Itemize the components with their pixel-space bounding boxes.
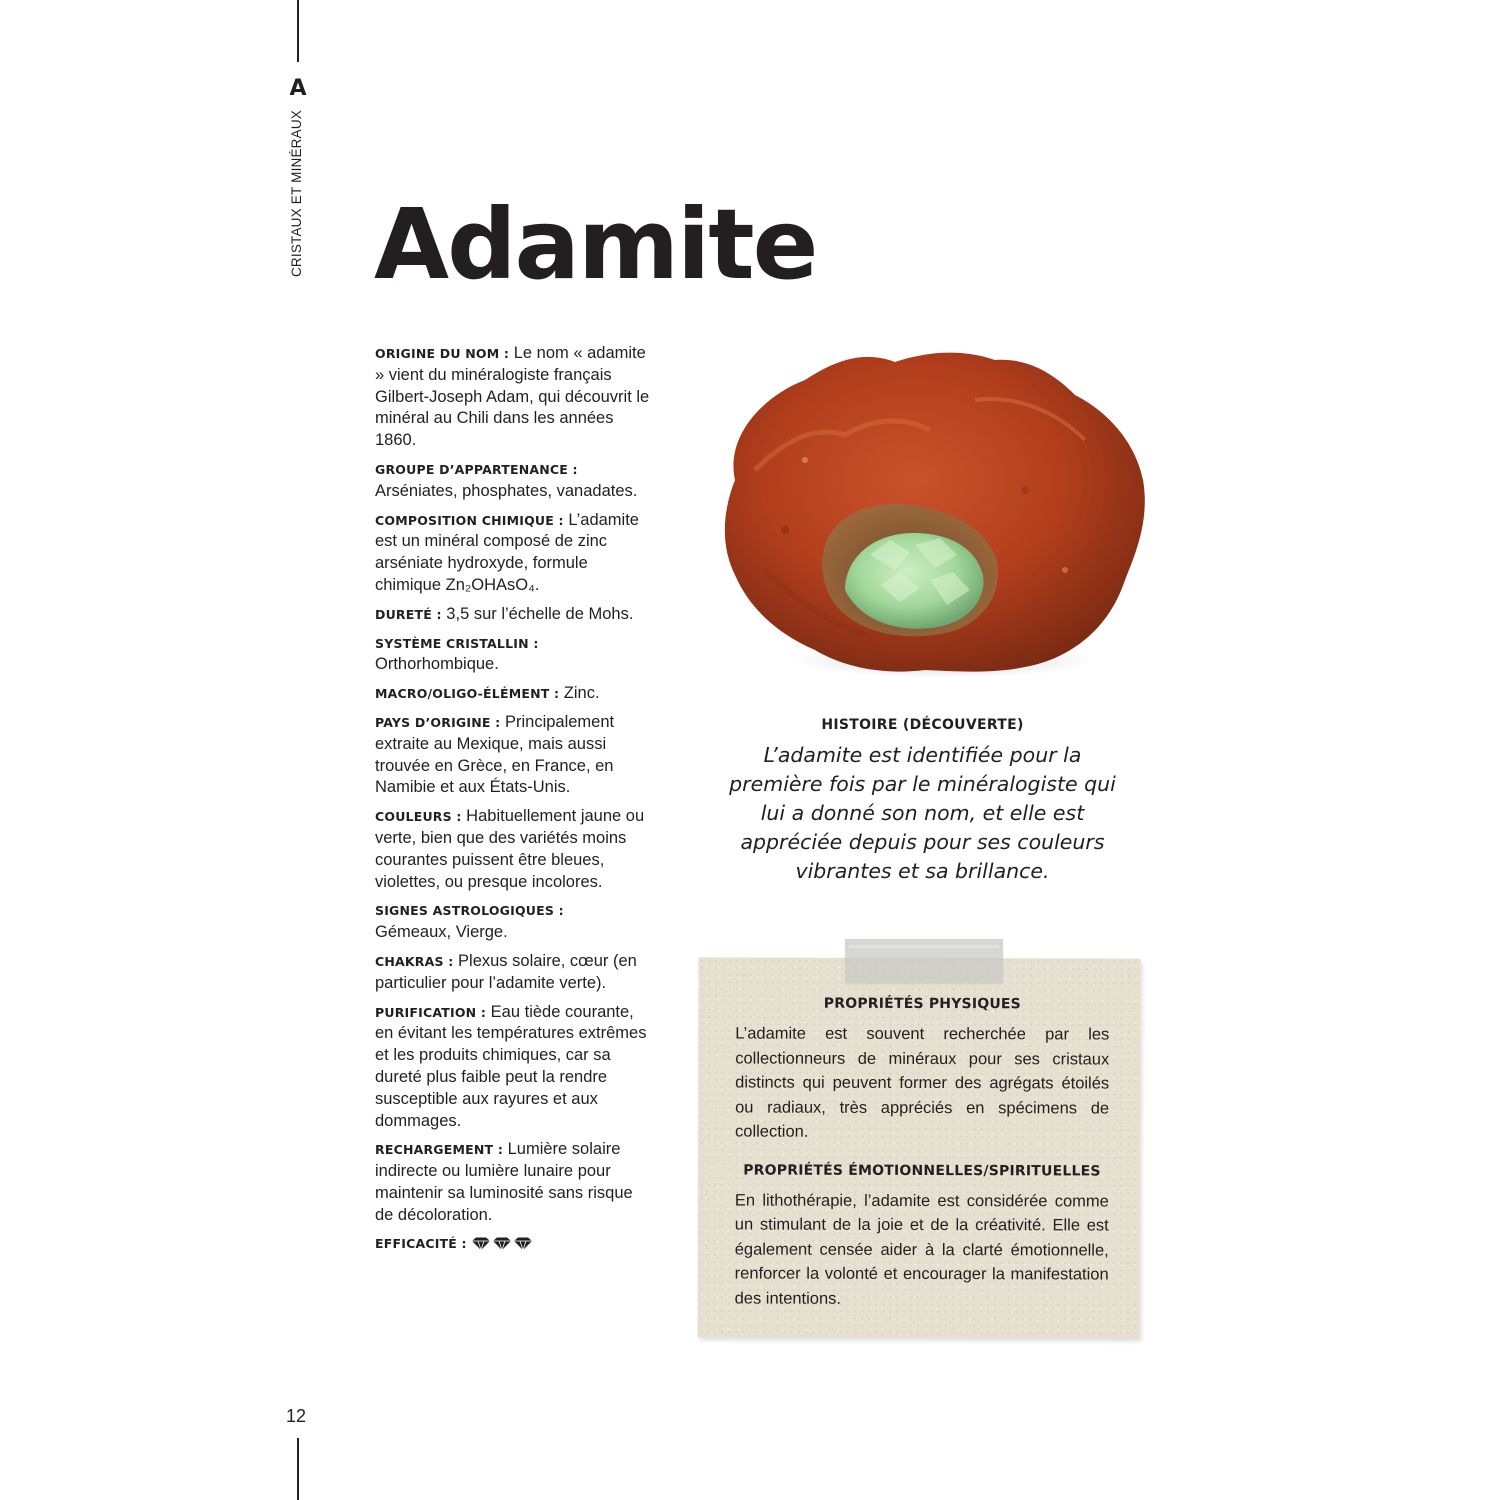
efficacy-diamonds <box>471 1237 533 1251</box>
field-group <box>375 459 655 503</box>
history-title: HISTOIRE (DÉCOUVERTE) <box>821 717 1024 733</box>
field-crystal-system <box>375 633 655 677</box>
field-chakras <box>375 951 655 995</box>
field-label: ORIGINE DU NOM : <box>375 346 510 361</box>
margin-rule-top <box>297 0 299 62</box>
field-label: SIGNES ASTROLOGIQUES : <box>375 903 564 919</box>
tape-strip <box>845 939 1003 983</box>
page-title: Adamite <box>374 188 817 301</box>
field-label: SYSTÈME CRISTALLIN : <box>375 635 539 651</box>
field-efficacy <box>375 1233 655 1255</box>
properties-note <box>698 957 1141 1338</box>
field-colors <box>375 806 655 893</box>
field-text: Eau tiède courante, en évitant les températures extrêmes et les produits chimiques, car sa dureté plus faible peut la rendre susceptible aux rayures et aux dommages. <box>375 1002 647 1130</box>
field-text: Le nom « adamite » vient du minéralogiste français Gilbert-Joseph Adam, qui découvrit le minéral au Chili dans les années 1860. <box>375 344 650 450</box>
field-label: CHAKRAS : <box>375 953 454 969</box>
field-country <box>375 712 655 799</box>
field-astrology <box>375 900 655 944</box>
adamite-specimen-photo <box>695 340 1155 700</box>
field-label: PURIFICATION : <box>375 1004 487 1020</box>
field-text: Zinc. <box>559 684 600 703</box>
diamond-icon <box>514 1238 532 1251</box>
mineral-facts <box>375 343 655 1262</box>
section-category: CRISTAUX ET MINÉRAUX <box>289 110 304 278</box>
section-letter: A <box>289 76 307 101</box>
field-label: RECHARGEMENT : <box>375 1142 504 1158</box>
page-number: 12 <box>286 1406 307 1426</box>
field-label: DURETÉ : <box>375 606 442 622</box>
field-text: Plexus solaire, cœur (en particulier pour l’adamite verte). <box>375 951 637 992</box>
field-text: Habituellement jaune ou verte, bien que des variétés moins courantes puissent être bleues, violettes, ou presque incolores. <box>375 807 645 891</box>
field-text: Lumière solaire indirecte ou lumière lunaire pour maintenir sa luminosité sans risque de décoloration. <box>375 1140 633 1224</box>
field-text: Arséniates, phosphates, vanadates. <box>375 481 638 500</box>
efficacy-rating <box>471 1237 533 1251</box>
field-label: GROUPE D’APPARTENANCE : <box>375 461 578 477</box>
field-hardness <box>375 604 655 626</box>
properties-content <box>735 996 1110 1330</box>
field-composition <box>375 510 655 597</box>
field-text: Orthorhombique. <box>375 655 499 674</box>
field-label: EFFICACITÉ : <box>375 1236 467 1252</box>
diamond-icon <box>493 1238 511 1251</box>
field-label: COULEURS : <box>375 809 462 825</box>
field-text: 3,5 sur l’échelle de Mohs. <box>441 604 634 623</box>
margin-rule-bottom <box>297 1438 299 1500</box>
physical-properties-title: PROPRIÉTÉS PHYSIQUES <box>823 995 1021 1013</box>
field-origin <box>375 343 655 452</box>
field-label: MACRO/OLIGO-ÉLÉMENT : <box>375 686 560 702</box>
field-element <box>375 683 655 705</box>
physical-properties-text: L’adamite est souvent recherchée par les collectionneurs de minéraux pour ses cristaux distincts qui peuvent former des agrégats étoilés ou radiaux, très appréciés en spécimens de collection. <box>735 1024 1110 1141</box>
field-text: L’adamite est un minéral composé de zinc arséniate hydroxyde, formule chimique Zn₂OHAsO₄. <box>375 510 639 594</box>
history-quote: L’adamite est identifiée pour la première fois par le minéralogiste qui lui a donné son nom, et elle est appréciée depuis pour ses couleurs vibrantes et sa brillance. <box>729 743 1116 883</box>
diamond-icon <box>472 1238 490 1251</box>
field-recharging <box>375 1139 655 1226</box>
field-label: PAYS D’ORIGINE : <box>375 714 501 730</box>
field-text: Gémeaux, Vierge. <box>375 923 508 942</box>
field-text: Principalement extraite au Mexique, mais aussi trouvée en Grèce, en France, en Namibie et aux États-Unis. <box>375 712 615 797</box>
spiritual-properties-text: En lithothérapie, l’adamite est considérée comme un stimulant de la joie et de la créativité. Elle est également censée aider à la clarté émotionnelle, renforcer la volonté et encourager la manifestation des intentions. <box>734 1191 1109 1308</box>
history-section <box>700 717 1145 886</box>
field-purification <box>375 1002 655 1133</box>
spiritual-properties-title: PROPRIÉTÉS ÉMOTIONNELLES/SPIRITUELLES <box>743 1162 1101 1179</box>
field-label: COMPOSITION CHIMIQUE : <box>375 512 564 528</box>
